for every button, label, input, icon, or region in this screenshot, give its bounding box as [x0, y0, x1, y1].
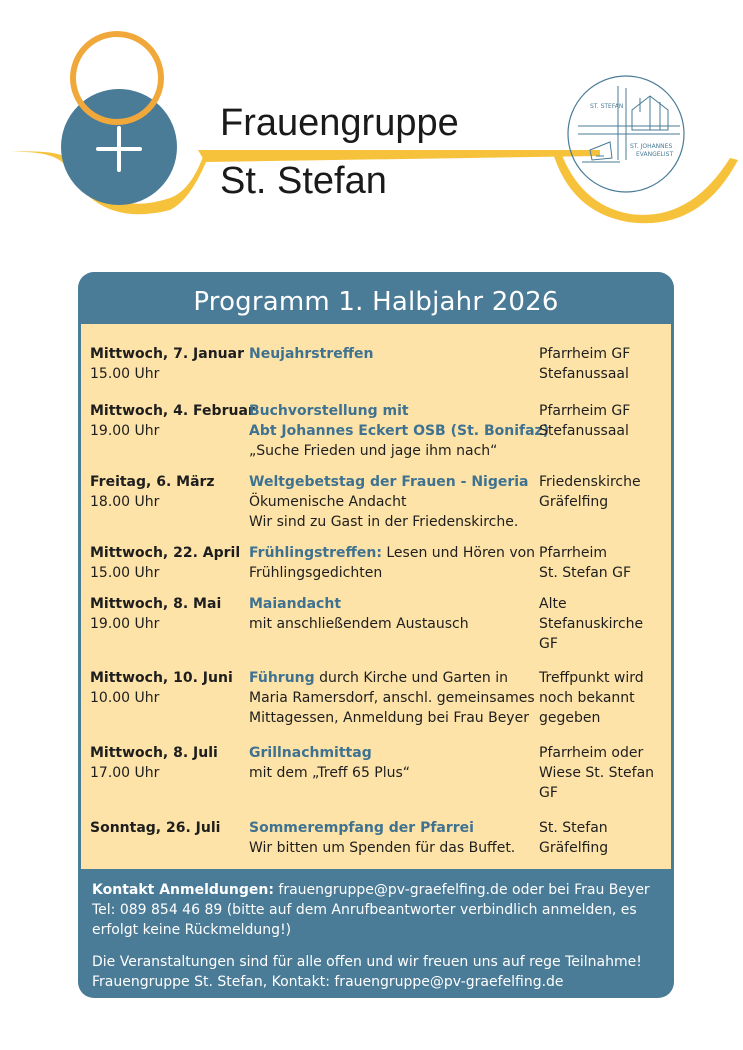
- event-title-rest: Lesen und Hören von: [381, 545, 536, 561]
- event-location-line: GF: [539, 636, 558, 652]
- events-list: [81, 324, 671, 869]
- program-heading: Programm 1. Halbjahr 2026: [193, 287, 559, 317]
- event-time: 19.00 Uhr: [90, 423, 160, 439]
- event-location-line: St. Stefan: [539, 820, 608, 836]
- event-description: Frühlingsgedichten: [249, 565, 383, 581]
- event-location-line: Treffpunkt wird: [539, 670, 644, 686]
- event-location-line: Stefanuskirche: [539, 616, 644, 632]
- event-title: Frühlingstreffen:: [249, 545, 382, 561]
- logo-left-label: ST. STEFAN: [590, 103, 624, 110]
- logo-right-label-2: EVANGELIST: [636, 151, 674, 158]
- event-description: „Suche Frieden und jage ihm nach“: [249, 443, 498, 459]
- event-title: Führung: [249, 670, 315, 686]
- notice-paragraph: [92, 952, 667, 992]
- event-location-line: gegeben: [539, 710, 601, 726]
- event-time: 10.00 Uhr: [90, 690, 160, 706]
- contact-email-line[interactable]: frauengruppe@pv-graefelfing.de oder bei Frau Beyer: [273, 882, 650, 898]
- event-date: Mittwoch, 8. Mai: [90, 596, 222, 612]
- event-title-rest: durch Kirche und Garten in: [314, 670, 508, 686]
- event-location-line: Stefanussaal: [539, 423, 629, 439]
- page-title-line-1: Frauengruppe: [220, 102, 459, 144]
- event-location-line: Friedenskirche: [539, 474, 641, 490]
- event-description: Mittagessen, Anmeldung bei Frau Beyer: [249, 710, 529, 726]
- event-date: Mittwoch, 10. Juni: [90, 670, 233, 686]
- event-title-line-2: Abt Johannes Eckert OSB (St. Bonifaz): [249, 423, 550, 439]
- event-location-line: Gräfelfing: [539, 840, 609, 856]
- page-title-line-2: St. Stefan: [220, 160, 387, 202]
- event-date: Freitag, 6. März: [90, 474, 215, 490]
- event-location-line: noch bekannt: [539, 690, 635, 706]
- event-time: 15.00 Uhr: [90, 565, 160, 581]
- event-date: Mittwoch, 7. Januar: [90, 346, 244, 362]
- event-time: 19.00 Uhr: [90, 616, 160, 632]
- event-time: 15.00 Uhr: [90, 366, 160, 382]
- event-description: Wir bitten um Spenden für das Buffet.: [249, 840, 516, 856]
- event-title: Neujahrstreffen: [249, 346, 374, 362]
- event-description: Wir sind zu Gast in der Friedenskirche.: [249, 514, 519, 530]
- event-date: Mittwoch, 8. Juli: [90, 745, 218, 761]
- event-title: Sommerempfang der Pfarrei: [249, 820, 474, 836]
- contact-label: Kontakt Anmeldungen:: [92, 882, 274, 898]
- program-box: [78, 272, 674, 998]
- event-description: mit dem „Treff 65 Plus“: [249, 765, 411, 781]
- contact-note-line: erfolgt keine Rückmeldung!): [92, 922, 292, 938]
- event-location-line: St. Stefan GF: [539, 565, 631, 581]
- logo-right-label-1: ST. JOHANNES: [630, 143, 673, 150]
- parish-logo: [568, 76, 684, 192]
- right-swoosh: [552, 150, 738, 223]
- contact-paragraph: [92, 880, 667, 940]
- event-location-line: Alte: [539, 596, 567, 612]
- notice-line-1: Die Veranstaltungen sind für alle offen und wir freuen uns auf rege Teilnahme!: [92, 954, 642, 970]
- event-time: 18.00 Uhr: [90, 494, 160, 510]
- event-location-line: Pfarrheim oder: [539, 745, 644, 761]
- event-description: Ökumenische Andacht: [249, 494, 407, 510]
- event-title: Grillnachmittag: [249, 745, 372, 761]
- event-description: mit anschließendem Austausch: [249, 616, 469, 632]
- event-title: Maiandacht: [249, 596, 342, 612]
- event-location-line: Pfarrheim: [539, 545, 607, 561]
- event-date: Sonntag, 26. Juli: [90, 820, 221, 836]
- event-location-line: Pfarrheim GF: [539, 346, 631, 362]
- notice-line-2[interactable]: Frauengruppe St. Stefan, Kontakt: frauengruppe@pv-graefelfing.de: [92, 974, 564, 990]
- event-location-line: Gräfelfing: [539, 494, 609, 510]
- event-description: Maria Ramersdorf, anschl. gemeinsames: [249, 690, 535, 706]
- event-time: 17.00 Uhr: [90, 765, 160, 781]
- event-location-line: Pfarrheim GF: [539, 403, 631, 419]
- event-title: Buchvorstellung mit: [249, 403, 409, 419]
- event-date: Mittwoch, 22. April: [90, 545, 241, 561]
- event-location-line: GF: [539, 785, 558, 801]
- event-title: Weltgebetstag der Frauen - Nigeria: [249, 474, 529, 490]
- event-location-line: Stefanussaal: [539, 366, 629, 382]
- event-date: Mittwoch, 4. Februar: [90, 403, 255, 419]
- contact-phone-line: Tel: 089 854 46 89 (bitte auf dem Anrufbeantworter verbindlich anmelden, es: [92, 902, 637, 918]
- event-location-line: Wiese St. Stefan: [539, 765, 655, 781]
